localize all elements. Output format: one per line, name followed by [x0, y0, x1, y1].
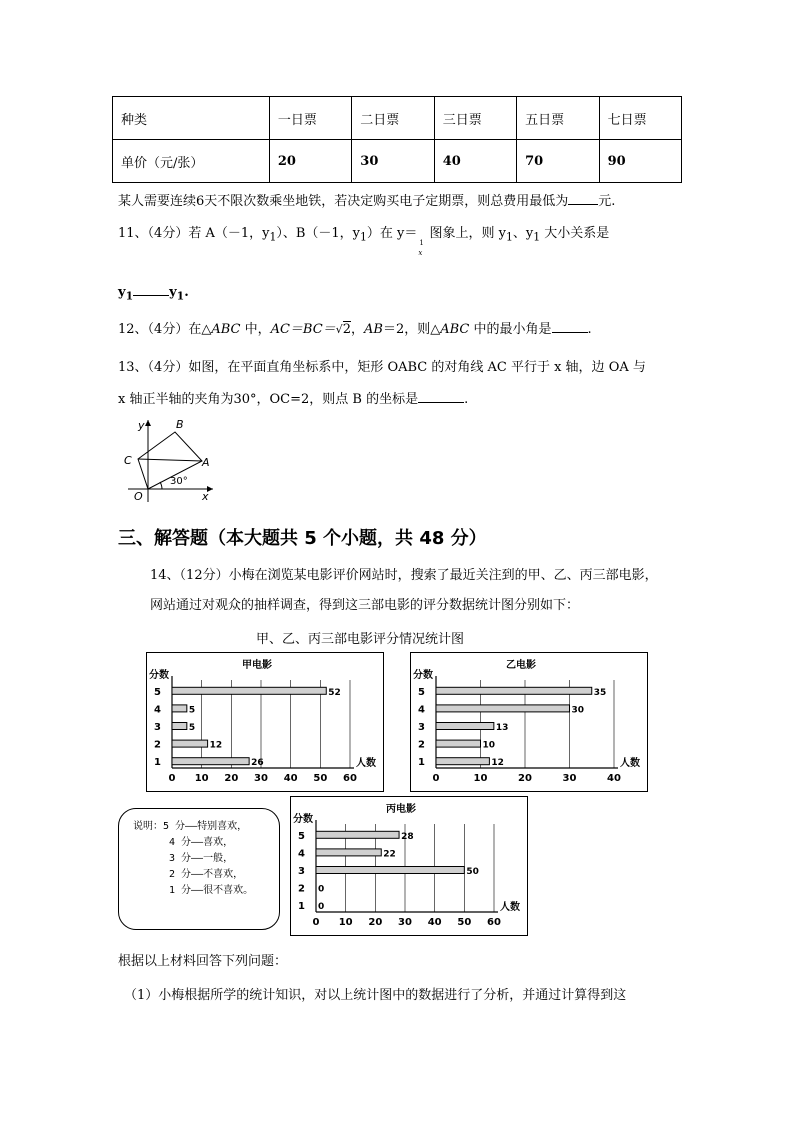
y-axis-label: 分数	[149, 670, 169, 681]
table-header-cell: 一日票	[269, 97, 351, 140]
data-label: 50	[466, 867, 479, 877]
table-cell: 30	[352, 140, 434, 183]
fraction-numerator: 1	[419, 239, 424, 247]
sqrt-icon: √	[335, 323, 343, 336]
data-label: 13	[495, 723, 509, 733]
chart-title: 甲电影	[242, 660, 272, 671]
label-a: A	[202, 456, 210, 469]
table-cell: 90	[599, 140, 681, 183]
x-tick-label: 0	[312, 917, 320, 928]
fraction-denominator: x	[418, 249, 423, 257]
bar	[436, 705, 570, 712]
x-tick-label: 20	[368, 917, 383, 928]
question-10-tail	[118, 190, 615, 209]
question-14-line1: 14、（12分）小梅在浏览某电影评价网站时，搜索了最近关注到的甲、乙、丙三部电影，	[150, 568, 658, 583]
table-header-cell: 二日票	[352, 97, 434, 140]
unit-text: 元.	[598, 194, 616, 209]
math-text: ABC	[211, 322, 241, 337]
category-label: 2	[154, 739, 161, 751]
category-label: 1	[418, 757, 425, 769]
question-11-answer-line	[118, 285, 189, 303]
table-cell: 70	[517, 140, 599, 183]
x-tick-label: 60	[487, 917, 501, 928]
note-line: 4 分——喜欢，	[169, 837, 234, 848]
data-label: 52	[328, 687, 341, 698]
bar	[316, 867, 464, 874]
data-label: 12	[209, 740, 223, 751]
x-tick-label: 0	[168, 773, 176, 784]
x-axis-label: 人数	[500, 902, 520, 913]
label-x: x	[202, 490, 209, 503]
category-label: 1	[154, 757, 161, 769]
bar	[436, 723, 494, 730]
question-11	[118, 222, 610, 257]
data-label: 22	[383, 849, 396, 860]
math-text: AB	[363, 322, 383, 337]
question-text: 、y	[512, 226, 534, 241]
note-line: 说明：5 分——特别喜欢，	[133, 821, 248, 832]
data-label: 35	[593, 687, 607, 698]
question-13-line2	[118, 388, 468, 407]
label-angle: 30°	[170, 476, 188, 487]
chart-bing	[290, 796, 528, 936]
x-tick-label: 10	[194, 773, 209, 784]
question-text: 中，	[240, 322, 271, 337]
question-text: 11、（4分）若 A（－1，y	[118, 226, 270, 241]
bar	[436, 740, 481, 747]
data-label: 30	[571, 705, 585, 716]
sub-question-1: （1）小梅根据所学的统计知识，对以上统计图中的数据进行了分析，并通过计算得到这	[124, 988, 627, 1003]
note-line: 2 分——不喜欢，	[169, 869, 244, 880]
answer-blank	[568, 204, 598, 205]
note-line: 3 分——一般，	[169, 853, 234, 864]
table-header-row	[113, 97, 682, 140]
x-tick-label: 30	[398, 917, 412, 928]
x-axis-label: 人数	[620, 758, 640, 769]
answer-blank	[418, 402, 464, 403]
table-header-cell: 三日票	[434, 97, 516, 140]
question-text: ）、B（－1，y	[276, 226, 361, 241]
subscript: 1	[533, 230, 541, 244]
category-label: 2	[418, 739, 425, 751]
data-label: 26	[251, 758, 264, 769]
question-text: y	[118, 285, 126, 300]
label-o: O	[134, 490, 143, 503]
category-label: 1	[298, 901, 305, 913]
bar	[316, 831, 399, 838]
bar	[172, 687, 326, 694]
y-axis-label: 分数	[413, 670, 433, 681]
y-axis-arrow-icon	[145, 420, 151, 426]
question-13-line1: 13、（4分）如图，在平面直角坐标系中，矩形 OABC 的对角线 AC 平行于 x 轴，边 OA 与	[118, 360, 646, 375]
question-text: 某人需要连续6天不限次数乘坐地铁，若决定购买电子定期票，则总费用最低为	[118, 194, 569, 209]
subscript: 1	[360, 230, 367, 244]
bar	[172, 740, 208, 747]
ticket-price-table	[112, 96, 682, 183]
subscript: 1	[176, 289, 185, 303]
subscript: 1	[269, 230, 277, 244]
y-axis-label: 分数	[293, 814, 313, 825]
label-c: C	[124, 454, 132, 467]
subscript: 1	[506, 230, 513, 244]
category-label: 5	[418, 686, 425, 698]
data-label: 12	[491, 758, 504, 769]
category-label: 4	[298, 848, 305, 860]
answer-blank	[133, 295, 169, 296]
category-label: 3	[298, 866, 305, 877]
x-tick-label: 60	[343, 773, 357, 784]
rectangle-coordinate-figure	[118, 414, 218, 504]
table-cell: 20	[269, 140, 351, 183]
bar	[172, 758, 249, 765]
category-label: 2	[298, 883, 305, 895]
table-row	[113, 140, 682, 183]
chart-title: 丙电影	[386, 804, 416, 815]
category-label: 3	[154, 722, 161, 733]
label-b: B	[176, 418, 184, 431]
question-text: x 轴正半轴的夹角为30°，OC=2，则点 B 的坐标是	[118, 392, 419, 407]
answer-prompt: 根据以上材料回答下列问题：	[118, 954, 288, 969]
data-label: 0	[318, 884, 325, 895]
question-12	[118, 318, 592, 337]
data-label: 5	[188, 723, 196, 733]
chart-yi	[410, 652, 648, 792]
category-label: 5	[154, 686, 161, 698]
bar	[316, 849, 381, 856]
math-text: AC＝BC＝	[270, 322, 336, 337]
x-tick-label: 20	[224, 773, 239, 784]
bar	[436, 758, 489, 765]
question-text: ＝2，则△	[382, 322, 441, 337]
question-text: 图象上，则 y	[425, 226, 506, 241]
question-text: 12、（4分）在△	[118, 322, 212, 337]
bar	[436, 687, 592, 694]
x-tick-label: 40	[283, 773, 298, 784]
category-label: 4	[154, 704, 161, 716]
table-row-label: 单价（元/张）	[113, 140, 270, 183]
question-text: 中的最小角是	[469, 322, 552, 337]
x-tick-label: 30	[254, 773, 268, 784]
data-label: 0	[318, 902, 325, 913]
rating-legend-note	[118, 808, 280, 930]
question-text: y	[169, 285, 177, 300]
data-label: 10	[482, 740, 496, 751]
question-14-line2: 网站通过对观众的抽样调查，得到这三部电影的评分数据统计图分别如下：	[150, 598, 580, 613]
x-tick-label: 30	[562, 773, 577, 784]
fraction	[417, 227, 425, 257]
x-tick-label: 50	[313, 773, 328, 784]
x-tick-label: 10	[338, 917, 353, 928]
question-text: ）在 y＝	[366, 226, 418, 241]
x-tick-label: 10	[473, 773, 488, 784]
x-axis-label: 人数	[356, 758, 376, 769]
question-text: .	[587, 322, 592, 337]
question-text: ，	[350, 322, 364, 337]
question-text: .	[184, 285, 189, 300]
x-tick-label: 20	[518, 773, 532, 784]
sqrt-radicand: 2	[342, 322, 351, 337]
category-label: 3	[418, 722, 425, 733]
note-line: 1 分——很不喜欢。	[169, 885, 254, 896]
subscript: 1	[125, 289, 134, 303]
x-tick-label: 0	[432, 773, 440, 784]
bar	[172, 705, 187, 712]
table-header-cell: 五日票	[517, 97, 599, 140]
label-y: y	[138, 419, 145, 432]
table-header-cell: 七日票	[599, 97, 681, 140]
angle-arc	[160, 482, 162, 489]
bar	[172, 723, 187, 730]
table-cell: 40	[434, 140, 516, 183]
data-label: 28	[401, 831, 414, 842]
figure-title: 甲、乙、丙三部电影评分情况统计图	[256, 632, 465, 647]
x-tick-label: 40	[607, 773, 621, 784]
x-tick-label: 40	[427, 917, 442, 928]
answer-blank	[552, 332, 588, 333]
category-label: 4	[418, 704, 425, 716]
table-header-cell: 种类	[113, 97, 270, 140]
question-text: 大小关系是	[540, 226, 610, 241]
category-label: 5	[298, 830, 305, 842]
section-title: 三、解答题（本大题共 5 个小题，共 48 分）	[118, 528, 487, 549]
chart-jia	[146, 652, 384, 792]
x-tick-label: 50	[457, 917, 472, 928]
chart-title: 乙电影	[506, 660, 536, 671]
data-label: 5	[188, 705, 196, 716]
question-text: .	[464, 392, 469, 407]
math-text: ABC	[440, 322, 470, 337]
